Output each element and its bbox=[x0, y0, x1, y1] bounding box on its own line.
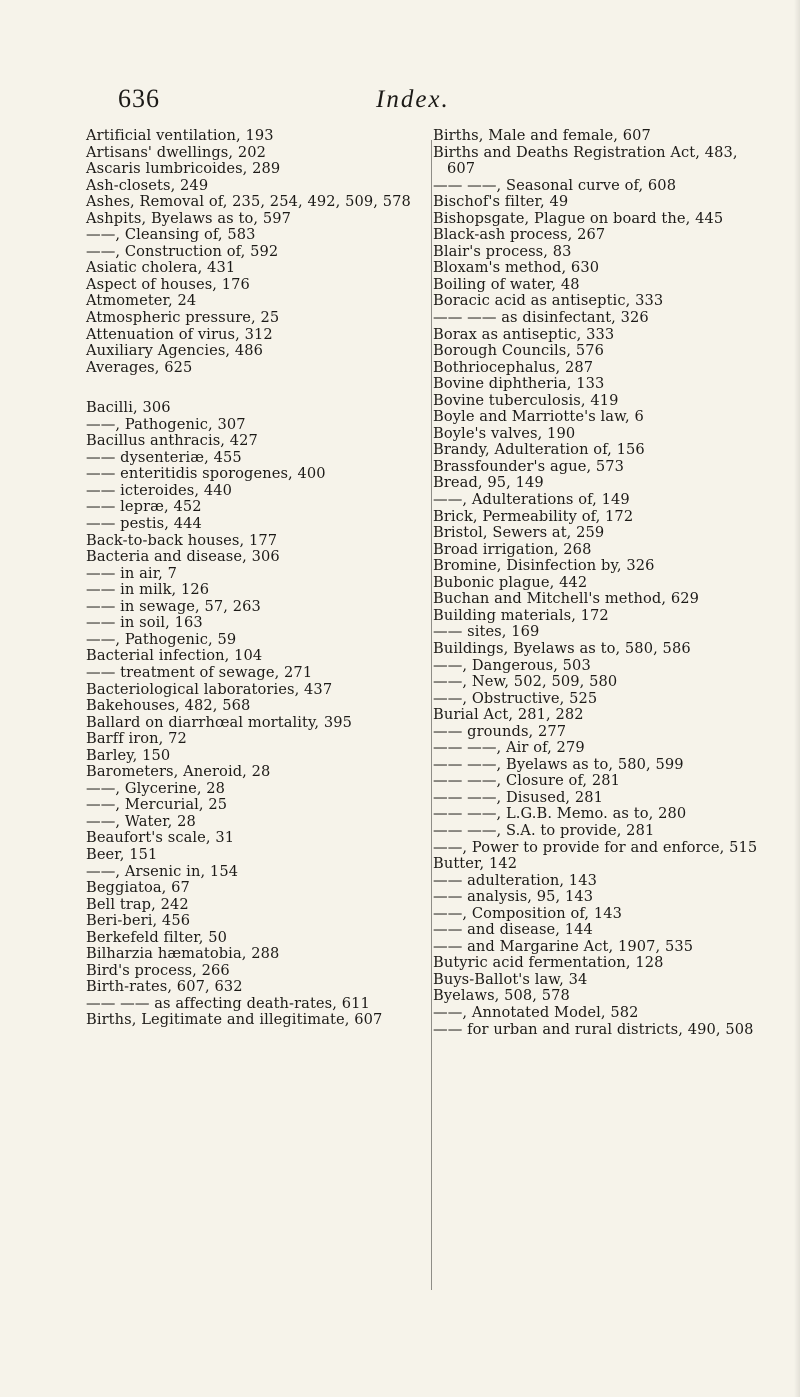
index-entry: Ashes, Removal of, 235, 254, 492, 509, 578 bbox=[86, 193, 411, 211]
index-entry: Births, Male and female, 607 bbox=[433, 127, 651, 144]
index-entry: Butyric acid fermentation, 128 bbox=[433, 954, 664, 972]
index-entry: Buchan and Mitchell's method, 629 bbox=[433, 590, 699, 608]
index-entry: Ashpits, Byelaws as to, 597 bbox=[86, 209, 291, 227]
index-entry: Artificial ventilation, 193 bbox=[86, 127, 274, 144]
index-entry: Butter, 142 bbox=[433, 855, 518, 873]
index-entry: —— —— as disinfectant, 326 bbox=[433, 309, 649, 327]
index-entry: Broad irrigation, 268 bbox=[433, 540, 592, 558]
index-entry: Asiatic cholera, 431 bbox=[86, 259, 236, 277]
index-entry: Bacteria and disease, 306 bbox=[86, 548, 280, 566]
index-entry: Buys-Ballot's law, 34 bbox=[433, 970, 588, 988]
index-entry: —— grounds, 277 bbox=[433, 722, 567, 740]
running-title: Index. bbox=[376, 86, 450, 113]
index-entry: Births, Legitimate and illegitimate, 607 bbox=[86, 1011, 383, 1029]
index-entry: Borax as antiseptic, 333 bbox=[433, 325, 615, 343]
index-entry: Brick, Permeability of, 172 bbox=[433, 507, 634, 525]
index-entry: Black-ash process, 267 bbox=[433, 226, 606, 244]
index-entry: Auxiliary Agencies, 486 bbox=[86, 342, 264, 360]
index-entry: Bristol, Sewers at, 259 bbox=[433, 524, 605, 542]
index-entry: Bread, 95, 149 bbox=[433, 474, 544, 492]
index-entry: Attenuation of virus, 312 bbox=[86, 325, 273, 343]
index-entry: ——, Annotated Model, 582 bbox=[433, 1003, 639, 1021]
index-entry: ——, Composition of, 143 bbox=[433, 904, 622, 922]
index-entry: Barometers, Aneroid, 28 bbox=[86, 763, 271, 781]
page-header bbox=[0, 84, 800, 124]
index-entry: Atmospheric pressure, 25 bbox=[86, 309, 280, 327]
index-entry: Ascaris lumbricoides, 289 bbox=[86, 160, 281, 178]
index-entry: Bothriocephalus, 287 bbox=[433, 358, 594, 376]
index-entry: —— ——, L.G.B. Memo. as to, 280 bbox=[433, 805, 687, 823]
index-entry: Bird's process, 266 bbox=[86, 961, 230, 979]
index-entry: Bacterial infection, 104 bbox=[86, 647, 263, 665]
index-entry: —— ——, Seasonal curve of, 608 bbox=[433, 176, 677, 194]
index-entry: —— ——, Disused, 281 bbox=[433, 788, 604, 806]
index-entry: Beaufort's scale, 31 bbox=[86, 829, 235, 847]
index-entry: Bacillus anthracis, 427 bbox=[86, 432, 258, 450]
page-edge bbox=[794, 0, 800, 1397]
index-entry: Boyle and Marriotte's law, 6 bbox=[433, 408, 644, 426]
index-entry: ——, Cleansing of, 583 bbox=[86, 226, 256, 244]
index-entry: Beggiatoa, 67 bbox=[86, 879, 190, 897]
index-entry: Bovine tuberculosis, 419 bbox=[433, 391, 619, 409]
index-entry: Averages, 625 bbox=[86, 358, 193, 376]
index-entry: Borough Councils, 576 bbox=[433, 342, 605, 360]
index-entry: Brassfounder's ague, 573 bbox=[433, 457, 625, 475]
index-entry: —— —— as affecting death-rates, 611 bbox=[86, 994, 370, 1012]
index-entry: —— pestis, 444 bbox=[86, 515, 202, 533]
index-entry: —— ——, Air of, 279 bbox=[433, 739, 585, 757]
index-entry: Building materials, 172 bbox=[433, 606, 609, 624]
index-entry: Beri-beri, 456 bbox=[86, 912, 191, 930]
index-entry: Blair's process, 83 bbox=[433, 242, 572, 260]
index-entry: Births and Deaths Registration Act, 483, 607 bbox=[433, 143, 738, 178]
index-column-right bbox=[433, 128, 769, 1038]
index-entry: Barley, 150 bbox=[86, 746, 171, 764]
index-entry: Artisans' dwellings, 202 bbox=[86, 143, 267, 161]
index-entry: ——, Adulterations of, 149 bbox=[433, 491, 630, 509]
index-entry: ——, Mercurial, 25 bbox=[86, 796, 228, 814]
index-entry: ——, Glycerine, 28 bbox=[86, 779, 226, 797]
index-entry: —— icteroides, 440 bbox=[86, 481, 232, 499]
index-entry: ——, Arsenic in, 154 bbox=[86, 862, 239, 880]
index-entry: —— in sewage, 57, 263 bbox=[86, 597, 261, 615]
index-entry: —— and disease, 144 bbox=[433, 921, 593, 939]
index-entry: Bakehouses, 482, 568 bbox=[86, 697, 251, 715]
index-entry: Beer, 151 bbox=[86, 845, 158, 863]
index-entry: Bacilli, 306 bbox=[86, 399, 171, 417]
index-entry: —— in milk, 126 bbox=[86, 581, 210, 599]
index-entry: Buildings, Byelaws as to, 580, 586 bbox=[433, 639, 691, 657]
index-entry: ——, New, 502, 509, 580 bbox=[433, 673, 618, 691]
index-entry: Berkefeld filter, 50 bbox=[86, 928, 227, 946]
index-entry: —— ——, Byelaws as to, 580, 599 bbox=[433, 755, 684, 773]
page-number: 636 bbox=[118, 84, 160, 113]
index-entry: —— lepræ, 452 bbox=[86, 498, 202, 516]
index-entry: Aspect of houses, 176 bbox=[86, 275, 250, 293]
index-entry: Boiling of water, 48 bbox=[433, 275, 580, 293]
index-entry: Bilharzia hæmatobia, 288 bbox=[86, 945, 280, 963]
column-divider bbox=[431, 140, 432, 1290]
index-entry: ——, Obstructive, 525 bbox=[433, 689, 598, 707]
index-entry: ——, Power to provide for and enforce, 515 bbox=[433, 838, 758, 856]
index-entry: Bell trap, 242 bbox=[86, 895, 189, 913]
index-entry: Barff iron, 72 bbox=[86, 730, 187, 748]
index-column-left bbox=[86, 128, 422, 1029]
index-entry: ——, Construction of, 592 bbox=[86, 242, 279, 260]
index-entry: ——, Water, 28 bbox=[86, 812, 196, 830]
index-entry: Byelaws, 508, 578 bbox=[433, 987, 570, 1005]
index-entry: Ballard on diarrhœal mortality, 395 bbox=[86, 713, 353, 731]
index-entry: —— dysenteriæ, 455 bbox=[86, 448, 242, 466]
index-entry: Bishopsgate, Plague on board the, 445 bbox=[433, 209, 724, 227]
index-entry: Bloxam's method, 630 bbox=[433, 259, 600, 277]
index-entry: —— in soil, 163 bbox=[86, 614, 203, 632]
index-entry: —— sites, 169 bbox=[433, 623, 540, 641]
index-entry: ——, Pathogenic, 59 bbox=[86, 630, 237, 648]
index-entry: Brandy, Adulteration of, 156 bbox=[433, 441, 645, 459]
index-entry: Bovine diphtheria, 133 bbox=[433, 375, 605, 393]
section-gap bbox=[86, 376, 422, 400]
index-entry: —— and Margarine Act, 1907, 535 bbox=[433, 937, 694, 955]
index-entry: —— analysis, 95, 143 bbox=[433, 888, 594, 906]
index-entry: Atmometer, 24 bbox=[86, 292, 197, 310]
index-entry: Back-to-back houses, 177 bbox=[86, 531, 278, 549]
index-entry: Boracic acid as antiseptic, 333 bbox=[433, 292, 664, 310]
index-entry: Bubonic plague, 442 bbox=[433, 573, 588, 591]
index-entry: ——, Pathogenic, 307 bbox=[86, 415, 246, 433]
index-entry: —— enteritidis sporogenes, 400 bbox=[86, 465, 326, 483]
index-entry: —— ——, Closure of, 281 bbox=[433, 772, 621, 790]
index-entry: ——, Dangerous, 503 bbox=[433, 656, 591, 674]
index-entry: Ash-closets, 249 bbox=[86, 176, 209, 194]
index-entry: —— ——, S.A. to provide, 281 bbox=[433, 821, 655, 839]
index-entry: Bromine, Disinfection by, 326 bbox=[433, 557, 655, 575]
index-entry: —— for urban and rural districts, 490, 508 bbox=[433, 1020, 754, 1038]
index-entry: —— adulteration, 143 bbox=[433, 871, 597, 889]
index-entry: Boyle's valves, 190 bbox=[433, 424, 576, 442]
index-entry: —— in air, 7 bbox=[86, 564, 178, 582]
index-entry: Burial Act, 281, 282 bbox=[433, 706, 584, 724]
index-entry: Birth-rates, 607, 632 bbox=[86, 978, 243, 996]
index-entry: Bacteriological laboratories, 437 bbox=[86, 680, 333, 698]
index-entry: —— treatment of sewage, 271 bbox=[86, 663, 313, 681]
index-entry: Bischof's filter, 49 bbox=[433, 193, 569, 211]
